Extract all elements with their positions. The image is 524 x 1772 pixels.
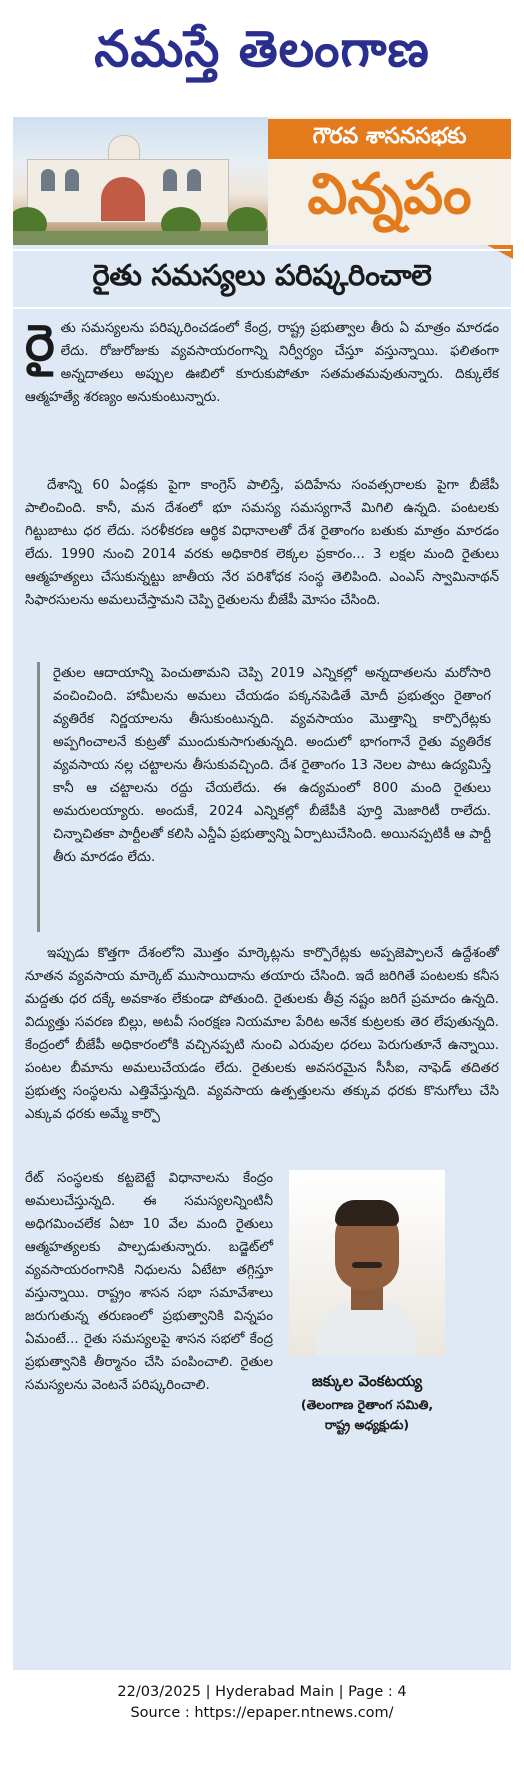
author-photo <box>289 1170 445 1356</box>
masthead-title: నమస్తే తెలంగాణ <box>94 19 430 78</box>
article-paragraph-1: రైతు సమస్యలను పరిష్కరించడంలో కేంద్ర, రాష్ట్ర ప్రభుత్వాల తీరు ఏ మాత్రం మారడం లేదు. రోజురోజుకు వ్యవసాయరంగాన్ని నిర్వీర్యం చేస్తూ వస్తున్నాయి. ఫలితంగా అన్నదాతలు అప్పుల ఊబిలో కూరుకుపోతూ సతమతమవుతున్నారు. దిక్కులేక ఆత్మహత్యే శరణ్యం అనుకుంటున్నారు. <box>25 314 499 405</box>
banner-title: విన్నపం <box>307 161 472 227</box>
column-banner <box>268 117 511 245</box>
author-org-line-1: (తెలంగాణ రైతాంగ సమితి, <box>300 1397 434 1412</box>
masthead-logo <box>0 0 524 110</box>
article-paragraph-2: దేశాన్ని 60 ఏండ్లకు పైగా కాంగ్రెస్ పాలిస్తే, పదిహేను సంవత్సరాలకు పైగా బీజేపీ పాలించింది. కానీ, మన దేశంలో భూ సమస్య సమస్యగానే మిగిలి ఉన్నది. పంటలకు గిట్టుబాటు ధర లేదు. సరళీకరణ ఆర్థిక విధానాలతో దేశ రైతాంగం బతుకు మాత్రం మారడం లేదు. 1990 నుంచి 2014 వరకు అధికారిక లెక్కల ప్రకారం... 3 లక్షల మంది రైతులు ఆత్మహత్యలు చేసుకున్నట్టు జాతీయ నేర పరిశోధక సంస్థ తెలిపింది. ఎంఎస్ స్వామినాథన్ సిఫారసులను అమలుచేస్తామని చెప్పి రైతులను బీజేపీ మోసం చేసింది. <box>25 478 499 608</box>
footer-publication-info: 22/03/2025 | Hyderabad Main | Page : 4 <box>117 1684 407 1700</box>
author-org-line-2: రాష్ట్ర అధ్యక్షుడు) <box>324 1417 410 1432</box>
assembly-building-photo <box>13 117 270 245</box>
divider <box>13 249 511 251</box>
pull-quote <box>37 662 491 936</box>
article-paragraph-4: రేట్ సంస్థలకు కట్టబెట్టే విధానాలను కేంద్రం అమలుచేస్తున్నది. ఈ సమస్యలన్నింటినీ అధిగమించలేక ఏటా 10 వేల మంది రైతులు ఆత్మహత్యలకు పాల్పడుతున్నారు. బడ్జెట్‌లో వ్యవసాయరంగానికి నిధులను ఏటేటా తగ్గిస్తూ వస్తున్నాయి. రాష్ట్రం శాసన సభా సమావేశాలు జరుగుతున్న తరుణంలో ప్రభుత్వానికి విన్నపం ఏమంటే... రైతు సమస్యలపై శాసన సభలో కేంద్ర ప్రభుత్వానికి తీర్మానం చేసి పంపించాలి. రైతుల సమస్యలను వెంటనే పరిష్కరించాలి. <box>25 1171 273 1393</box>
divider <box>13 307 511 309</box>
quote-bar <box>37 662 40 932</box>
pull-quote-text: రైతుల ఆదాయాన్ని పెంచుతామని చెప్పి 2019 ఎన్నికల్లో అన్నదాతలను మరోసారి వంచించింది. హామీలను అమలు చేయడం పక్కనపెడితే మోదీ ప్రభుత్వం రైతాంగ వ్యతిరేక నిర్ణయాలను తీసుకుంటున్నది. వ్యవసాయం మొత్తాన్ని కార్పొరేట్లకు అప్పగించాలనే కుట్రతో ముందుకుసాగుతున్నది. అందులో భాగంగానే రైతు వ్యతిరేక వ్యవసాయ నల్ల చట్టాలను తీసుకువచ్చింది. దేశ రైతాంగం 13 నెలల పాటు ఉద్యమిస్తే కానీ ఆ చట్టాలను రద్దు చేయలేదు. ఈ ఉద్యమంలో 800 మంది రైతులు అమరులయ్యారు. అందుకే, 2024 ఎన్నికల్లో బీజేపీకి పూర్తి మెజారిటీ రాలేదు. చిన్నాచితకా పార్టీలతో కలిసి ఎన్డీఏ ప్రభుత్వాన్ని ఏర్పాటుచేసింది. అయినప్పటికీ ఆ పార్టీ తీరు మారడం లేదు. <box>53 666 491 865</box>
drop-cap: రై <box>25 314 55 372</box>
banner-subtitle: గౌరవ శాసనసభకు <box>268 119 511 159</box>
footer-source: Source : https://epaper.ntnews.com/ <box>130 1705 394 1721</box>
author-designation <box>267 1395 467 1435</box>
author-name: జక్కుల వెంకటయ్య <box>311 1372 423 1390</box>
article-headline: రైతు సమస్యలు పరిష్కరించాలె <box>92 258 432 292</box>
article-clipping <box>13 117 511 1670</box>
article-paragraph-3: ఇప్పుడు కొత్తగా దేశంలోని మొత్తం మార్కెట్లను కార్పొరేట్లకు అప్పజెప్పాలనే ఉద్దేశంతో నూతన వ్యవసాయ మార్కెట్ ముసాయిదాను తయారు చేసింది. ఇదే జరిగితే పంటలకు కనీస మద్దతు ధర దక్కే అవకాశం లేకుండా పోతుంది. రైతులకు తీవ్ర నష్టం జరిగే ప్రమాదం ఉన్నది. విద్యుత్తు సవరణ బిల్లు, అటవీ సంరక్షణ నియమాల పేరిట అనేక కుట్రలకు తెర లేపుతున్నది. కేంద్రంలో బీజేపీ అధికారంలోకి వచ్చినప్పటి నుంచి ఎరువుల ధరలు పెరుగుతూనే ఉన్నాయి. పంటల బీమాను అమలుచేయడం లేదు. రైతులకు అవసరమైన సీసీఐ, నాఫెడ్ తదితర ప్రభుత్వ సంస్థలను ఎత్తివేస్తున్నది. వ్యవసాయ ఉత్పత్తులను తక్కువ ధరకు కొనుగోలు చేసి ఎక్కువ ధరకు అమ్మే కార్పొ <box>25 946 499 1122</box>
